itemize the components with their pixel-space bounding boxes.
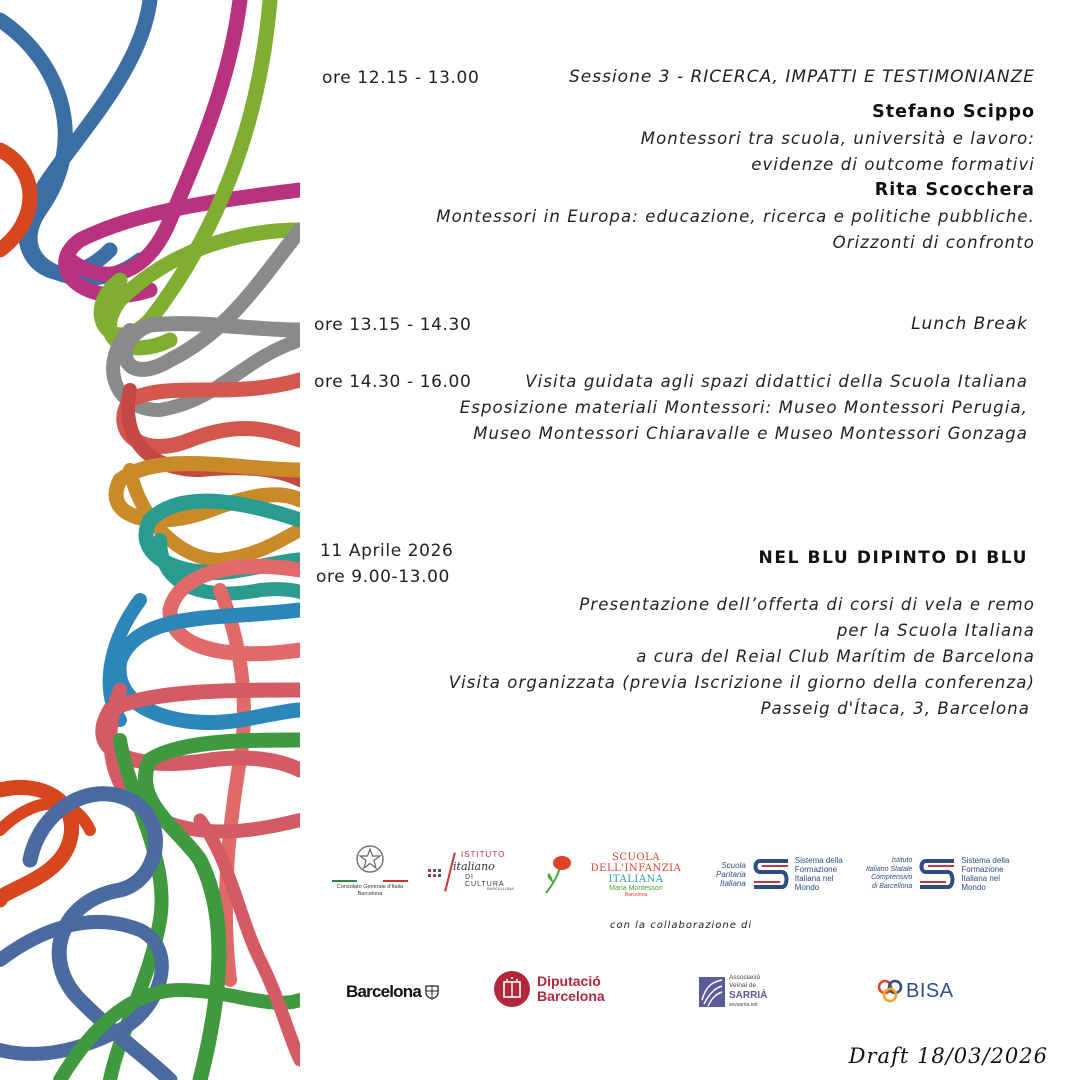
speaker-rita-scocchera: Rita Scocchera bbox=[874, 180, 1035, 200]
sarria-line-4: avvsarria.net bbox=[729, 1002, 758, 1008]
paritaria-l2: Paritaria bbox=[716, 869, 746, 879]
infanzia-l1: SCUOLA DELL'INFANZIA bbox=[590, 852, 682, 874]
nel-blu-line-1: Presentazione dell’offerta di corsi di vela e remo bbox=[579, 595, 1035, 614]
istituto-l4: BARCELLONA bbox=[487, 886, 514, 891]
time-slot-1: ore 12.15 - 13.00 bbox=[322, 68, 480, 88]
nel-blu-line-5: Passeig d'Ítaca, 3, Barcelona bbox=[760, 699, 1030, 718]
talk-2-line-1: Montessori in Europa: educazione, ricerca e politiche pubbliche. bbox=[436, 207, 1035, 226]
sarria-line-2: Veïnal de bbox=[729, 982, 757, 989]
visit-line-2: Esposizione materiali Montessori: Museo Montessori Perugia, bbox=[459, 398, 1028, 417]
consolato-logo bbox=[330, 842, 410, 898]
rope-knots-illustration bbox=[0, 0, 300, 1080]
nel-blu-line-2: per la Scuola Italiana bbox=[836, 621, 1035, 640]
consolato-line-1: Consolato Generale d'Italia bbox=[336, 884, 404, 890]
sfim-s-icon-2 bbox=[916, 856, 958, 892]
talk-1-line-1: Montessori tra scuola, università e lavoro: bbox=[640, 129, 1035, 148]
draft-date: Draft 18/03/2026 bbox=[848, 1044, 1048, 1068]
comprensivo-s1: Sistema della bbox=[961, 856, 1010, 865]
nel-blu-title: NEL BLU DIPINTO DI BLU bbox=[758, 548, 1028, 568]
paritaria-s2: Formazione bbox=[794, 865, 838, 874]
diputacio-emblem-icon bbox=[493, 970, 531, 1008]
infanzia-l4: Barcelona bbox=[624, 892, 648, 898]
comprensivo-l3: Comprensivo bbox=[871, 874, 913, 881]
istituto-cultura-logo bbox=[428, 850, 512, 896]
paritaria-l1: Scuola bbox=[721, 860, 746, 870]
istituto-l3: DI CULTURA bbox=[465, 874, 505, 888]
comprensivo-s4: Mondo bbox=[961, 883, 986, 892]
collaboration-label: con la collaborazione di bbox=[610, 920, 753, 931]
diputacio-line-2: Barcelona bbox=[537, 988, 605, 1004]
consolato-line-2: Barcelona bbox=[357, 891, 383, 897]
bisa-wordmark: BISA bbox=[906, 979, 954, 1002]
time-slot-3: ore 14.30 - 16.00 bbox=[314, 372, 472, 392]
visit-line-1: Visita guidata agli spazi didattici della Scuola Italiana bbox=[525, 372, 1028, 391]
diputacio-barcelona-logo bbox=[493, 970, 605, 1008]
bisa-emblem-icon bbox=[876, 978, 904, 1004]
sarria-line-3: SARRIÀ bbox=[729, 990, 768, 1001]
speaker-stefano-scippo: Stefano Scippo bbox=[872, 102, 1035, 122]
paritaria-s3: Italiana nel bbox=[794, 874, 834, 883]
nel-blu-line-4: Visita organizzata (previa Iscrizione il giorno della conferenza) bbox=[448, 673, 1035, 692]
sfim-s-icon bbox=[750, 856, 792, 892]
time-slot-4: ore 9.00-13.00 bbox=[316, 567, 450, 587]
diputacio-line-1: Diputació bbox=[537, 973, 601, 989]
italian-emblem-icon bbox=[353, 842, 387, 876]
paritaria-l3: Italiana bbox=[720, 878, 746, 888]
paritaria-s4: Mondo bbox=[794, 883, 820, 892]
istituto-l1: ISTITUTO bbox=[461, 850, 506, 859]
barcelona-shield-icon bbox=[423, 983, 441, 1001]
visit-line-3: Museo Montessori Chiaravalle e Museo Montessori Gonzaga bbox=[473, 424, 1028, 443]
paritaria-s1: Sistema della bbox=[794, 856, 843, 865]
scuola-paritaria-sfim-logo bbox=[716, 852, 858, 896]
barcelona-city-logo bbox=[346, 982, 441, 1002]
scuola-infanzia-logo bbox=[540, 852, 700, 898]
infanzia-l3: Maria Montessori bbox=[609, 885, 663, 892]
time-slot-2: ore 13.15 - 14.30 bbox=[314, 315, 472, 335]
talk-2-line-2: Orizzonti di confronto bbox=[832, 233, 1035, 252]
comprensivo-s3: Italiana nel bbox=[961, 874, 1001, 883]
sarria-line-1: Associació bbox=[729, 974, 761, 981]
istituto-comprensivo-sfim-logo bbox=[866, 852, 1036, 896]
infanzia-l2: ITALIANA bbox=[608, 874, 664, 885]
red-flower-icon bbox=[540, 853, 576, 897]
session-3-title: Sessione 3 - RICERCA, IMPATTI E TESTIMONIANZE bbox=[569, 67, 1035, 87]
bisa-logo bbox=[876, 978, 954, 1004]
comprensivo-l1: Istituto bbox=[891, 857, 913, 864]
comprensivo-l2: Italiano Statale bbox=[866, 865, 913, 873]
comprensivo-s2: Formazione bbox=[961, 865, 1004, 874]
nel-blu-line-3: a cura del Reial Club Marítim de Barcelona bbox=[636, 647, 1035, 666]
comprensivo-l4: di Barcellona bbox=[871, 882, 913, 890]
sarria-association-logo bbox=[698, 974, 767, 1009]
istituto-l2: italiano bbox=[453, 860, 495, 873]
sarria-emblem-icon bbox=[698, 976, 726, 1008]
lunch-break: Lunch Break bbox=[911, 314, 1028, 334]
talk-1-line-2: evidenze di outcome formativi bbox=[751, 155, 1035, 174]
event-date: 11 Aprile 2026 bbox=[320, 541, 454, 561]
barcelona-wordmark: Barcelona bbox=[346, 982, 422, 1001]
